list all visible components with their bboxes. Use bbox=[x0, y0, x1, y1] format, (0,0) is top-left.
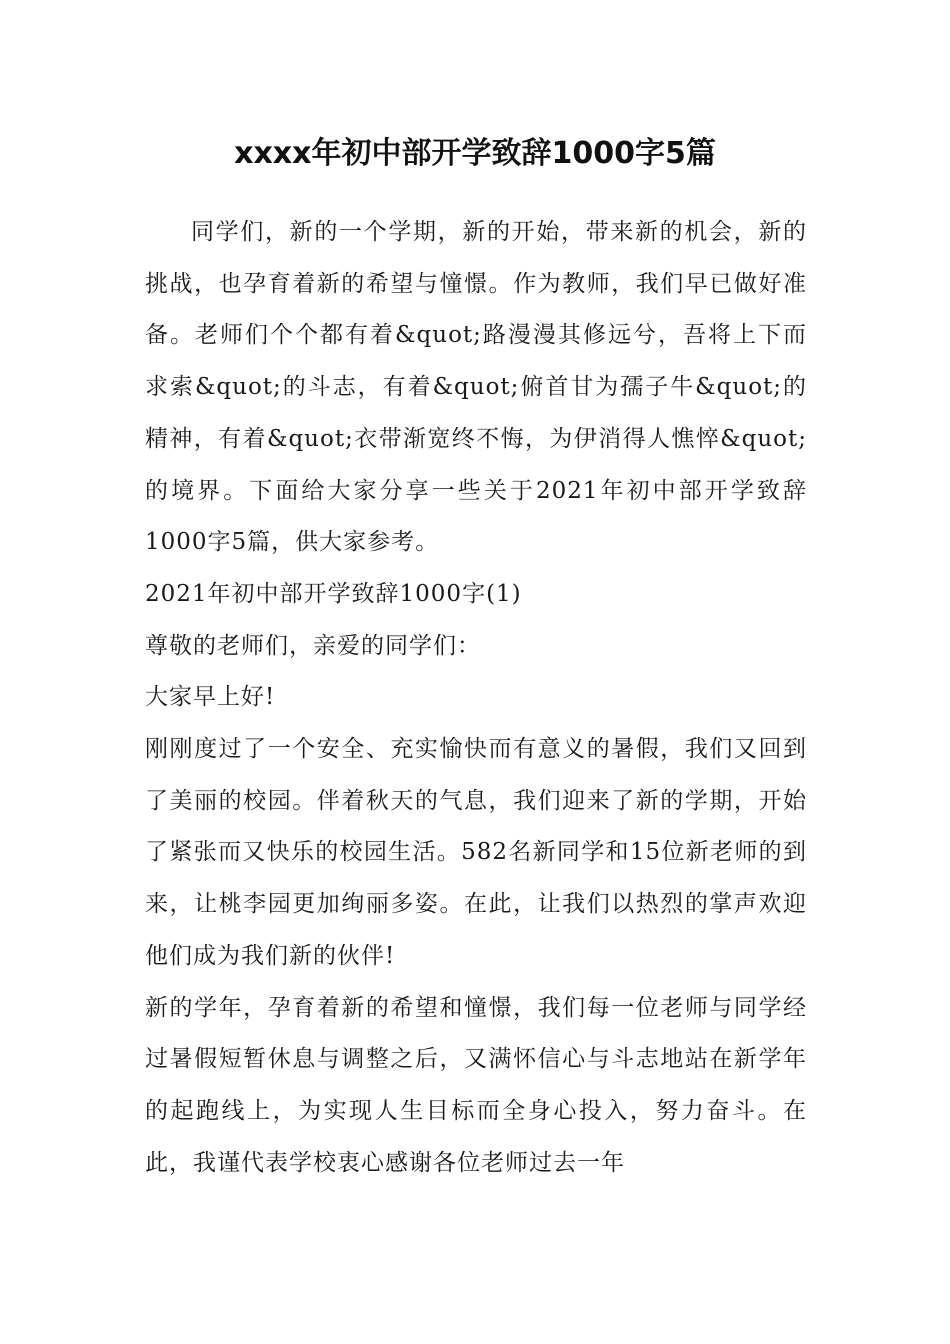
body-paragraph: 新的学年，孕育着新的希望和憧憬，我们每一位老师与同学经过暑假短暂休息与调整之后，又满怀信心与斗志地站在新学年的起跑线上，为实现人生目标而全身心投入，努力奋斗。在此，我谨代表学校衷心感谢各位老师过去一年 bbox=[145, 994, 807, 1176]
salutation: 尊敬的老师们，亲爱的同学们： bbox=[145, 632, 481, 659]
intro-paragraph: 同学们，新的一个学期，新的开始，带来新的机会，新的挑战，也孕育着新的希望与憧憬。作为教师，我们早已做好准备。老师们个个都有着&quot;路漫漫其修远兮，吾将上下而求索&quot;的斗志，有着&quot;俯首甘为孺子牛&quot;的精神，有着&quot;衣带渐宽终不悔，为伊消得人憔悴&quot;的境界。下面给大家分享一些关于2021年初中部开学致辞1000字5篇，供大家参考。 bbox=[145, 219, 807, 556]
document-title: xxxx年初中部开学致辞1000字5篇 bbox=[234, 136, 716, 171]
greeting: 大家早上好! bbox=[145, 684, 276, 711]
section-heading: 2021年初中部开学致辞1000字(1) bbox=[145, 580, 522, 607]
body-paragraph: 刚刚度过了一个安全、充实愉快而有意义的暑假，我们又回到了美丽的校园。伴着秋天的气息，我们迎来了新的学期，开始了紧张而又快乐的校园生活。582名新同学和15位新老师的到来，让桃李园更加绚丽多姿。在此，让我们以热烈的掌声欢迎他们成为我们新的伙伴! bbox=[145, 736, 807, 969]
document-body bbox=[145, 207, 807, 1189]
